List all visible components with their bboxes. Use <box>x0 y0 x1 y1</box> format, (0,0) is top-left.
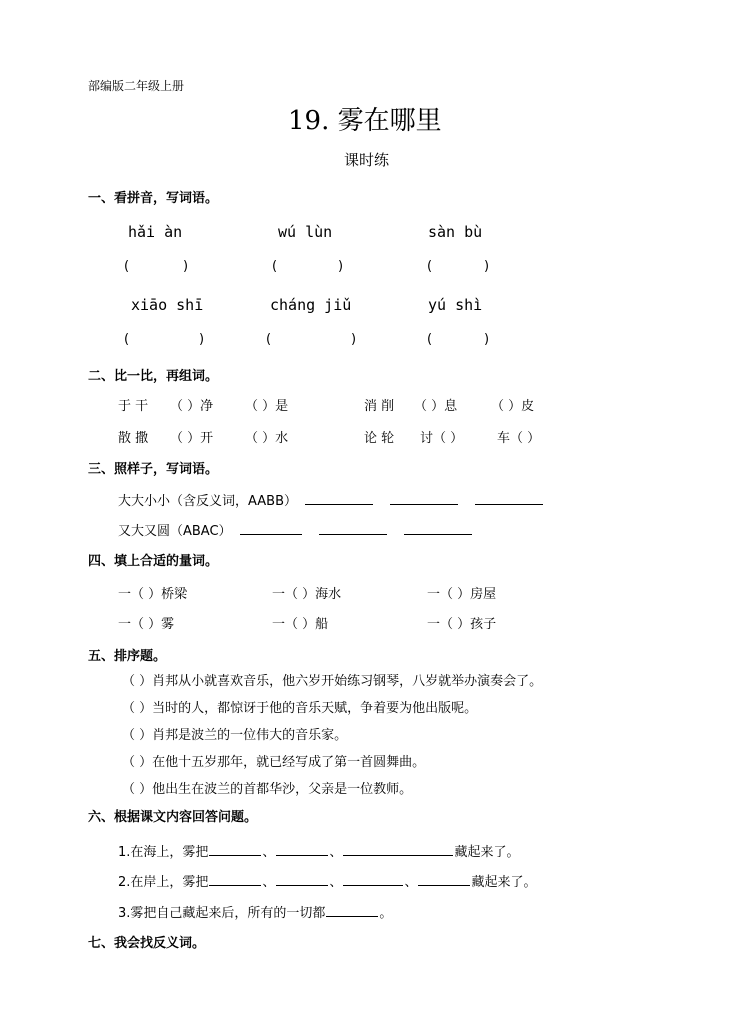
fill-blank[interactable] <box>326 915 378 917</box>
fill-blank[interactable] <box>390 503 458 505</box>
section-3-heading: 三、照样子，写词语。 <box>88 462 219 477</box>
fill-blank[interactable] <box>276 884 328 886</box>
fill-blank[interactable] <box>475 503 543 505</box>
sequence-sentence: 他出生在波兰的首都华沙，父亲是一位教师。 <box>152 782 413 797</box>
order-paren: （ ） <box>122 782 153 797</box>
word-blank: （ ）是 <box>245 399 289 414</box>
word-blank: （ ）开 <box>170 431 214 446</box>
sequence-item <box>122 778 412 797</box>
word-blank: 讨（ ） <box>420 431 464 446</box>
fill-blank[interactable] <box>305 503 373 505</box>
sequence-item <box>122 751 425 770</box>
page-title: 19. 雾在哪里 <box>288 106 442 136</box>
pattern-line-1 <box>118 490 544 509</box>
fill-blank[interactable] <box>209 854 261 856</box>
answer-paren-open: ( <box>427 332 433 347</box>
pinyin-2: wú lùn <box>278 223 333 241</box>
pattern-line-2 <box>118 520 473 539</box>
char-pair: 论 轮 <box>364 431 395 446</box>
fill-blank[interactable] <box>404 533 472 535</box>
sequence-item <box>122 724 347 743</box>
word-blank: （ ）皮 <box>491 399 535 414</box>
sequence-sentence: 在他十五岁那年，就已经写成了第一首圆舞曲。 <box>152 755 426 770</box>
question-3 <box>118 902 392 921</box>
question-text: 藏起来了。 <box>454 845 520 860</box>
char-pair: 散 撒 <box>118 431 149 446</box>
order-paren: （ ） <box>122 755 153 770</box>
answer-paren-close: ) <box>484 259 490 274</box>
question-text: 1.在海上，雾把 <box>118 845 209 860</box>
fill-blank[interactable] <box>343 884 403 886</box>
pinyin-6: yú shì <box>428 296 483 314</box>
word-blank: （ ）息 <box>414 399 458 414</box>
answer-paren-open: ( <box>427 259 433 274</box>
measure-word-item: 一（ ）雾 <box>118 617 175 632</box>
char-pair: 消 削 <box>364 399 395 414</box>
measure-word-item: 一（ ）桥梁 <box>118 587 188 602</box>
section-5-heading: 五、排序题。 <box>88 649 167 664</box>
section-7-heading: 七、我会找反义词。 <box>88 936 206 951</box>
measure-word-item: 一（ ）船 <box>272 617 329 632</box>
word-blank: （ ）净 <box>170 399 214 414</box>
sequence-sentence: 当时的人，都惊讶于他的音乐天赋，争着要为他出版呢。 <box>152 701 478 716</box>
separator: 、 <box>262 845 276 860</box>
pattern-label: 又大又圆（ABAC） <box>118 524 232 539</box>
answer-paren-close: ) <box>351 332 357 347</box>
separator: 、 <box>404 875 418 890</box>
answer-paren-open: ( <box>124 259 130 274</box>
question-1 <box>118 841 519 860</box>
section-2-heading: 二、比一比，再组词。 <box>88 369 219 384</box>
pattern-label: 大大小小（含反义词，AABB） <box>118 494 297 509</box>
question-text: 2.在岸上，雾把 <box>118 875 209 890</box>
sequence-sentence: 肖邦是波兰的一位伟大的音乐家。 <box>152 728 348 743</box>
measure-word-item: 一（ ）房屋 <box>427 587 497 602</box>
order-paren: （ ） <box>122 728 153 743</box>
answer-paren-close: ) <box>199 332 205 347</box>
answer-paren-open: ( <box>272 259 278 274</box>
question-text: 3.雾把自己藏起来后，所有的一切都 <box>118 906 326 921</box>
char-pair: 于 干 <box>118 399 149 414</box>
fill-blank[interactable] <box>418 884 470 886</box>
fill-blank[interactable] <box>319 533 387 535</box>
fill-blank[interactable] <box>276 854 328 856</box>
pinyin-3: sàn bù <box>428 223 483 241</box>
answer-paren-close: ) <box>484 332 490 347</box>
order-paren: （ ） <box>122 701 153 716</box>
order-paren: （ ） <box>122 674 153 689</box>
sequence-item <box>122 670 542 689</box>
section-1-heading: 一、看拼音，写词语。 <box>88 191 219 206</box>
fill-blank[interactable] <box>240 533 302 535</box>
pinyin-1: hǎi àn <box>128 223 183 241</box>
separator: 、 <box>262 875 276 890</box>
answer-paren-open: ( <box>266 332 272 347</box>
pinyin-4: xiāo shī <box>131 296 204 314</box>
question-text: 藏起来了。 <box>471 875 537 890</box>
measure-word-item: 一（ ）孩子 <box>427 617 497 632</box>
question-text: 。 <box>379 906 393 921</box>
word-blank: 车（ ） <box>497 431 541 446</box>
measure-word-item: 一（ ）海水 <box>272 587 342 602</box>
word-blank: （ ）水 <box>245 431 289 446</box>
answer-paren-open: ( <box>124 332 130 347</box>
fill-blank[interactable] <box>209 884 261 886</box>
answer-paren-close: ) <box>183 259 189 274</box>
sequence-sentence: 肖邦从小就喜欢音乐，他六岁开始练习钢琴，八岁就举办演奏会了。 <box>152 674 543 689</box>
separator: 、 <box>329 845 343 860</box>
answer-paren-close: ) <box>338 259 344 274</box>
section-4-heading: 四、填上合适的量词。 <box>88 554 219 569</box>
grade-label: 部编版二年级上册 <box>88 79 185 93</box>
pinyin-5: cháng jiǔ <box>270 296 352 314</box>
fill-blank[interactable] <box>343 854 453 856</box>
sequence-item <box>122 697 477 716</box>
section-6-heading: 六、根据课文内容回答问题。 <box>88 810 258 825</box>
page-subtitle: 课时练 <box>344 151 390 169</box>
separator: 、 <box>329 875 343 890</box>
question-2 <box>118 871 536 890</box>
